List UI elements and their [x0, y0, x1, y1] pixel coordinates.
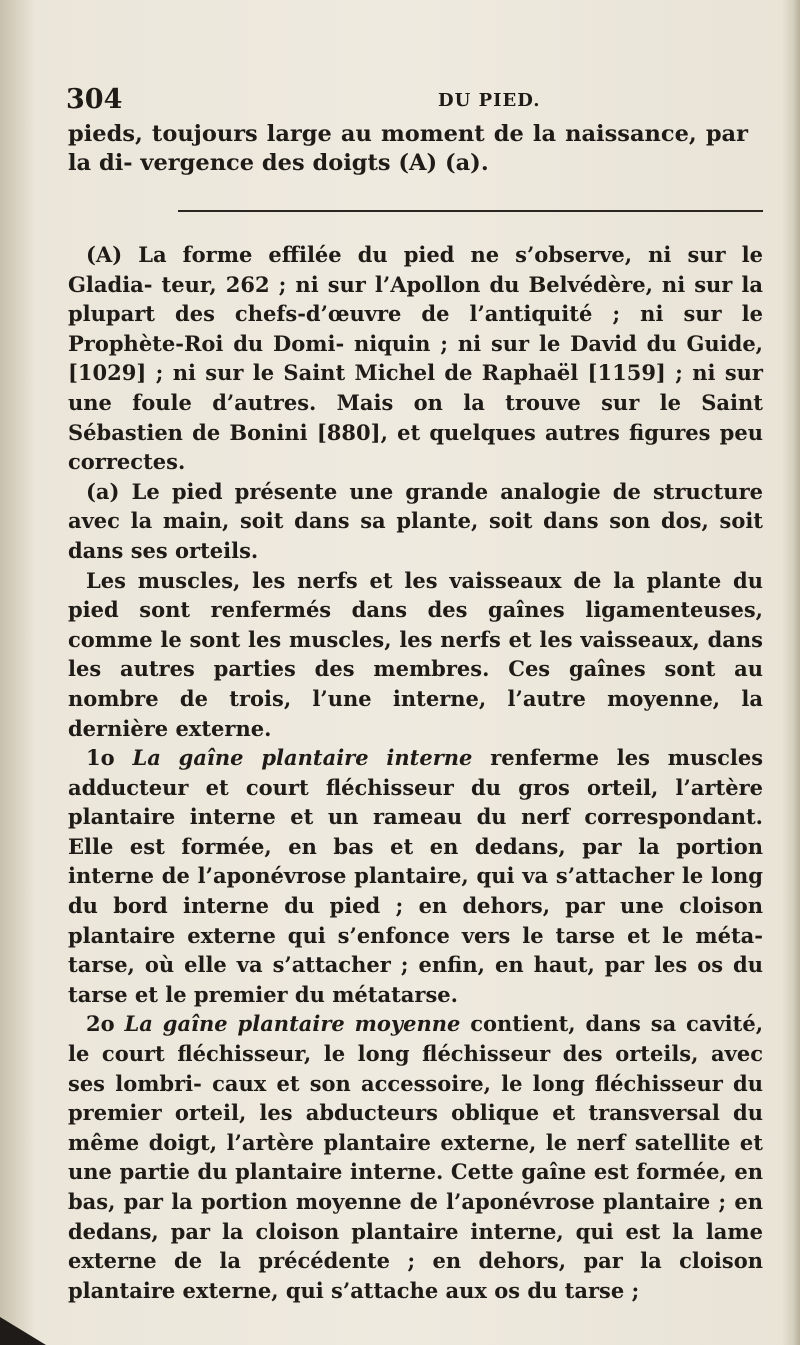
main-text: pieds, toujours large au moment de la naissance, par la di- vergence des doigts (A) (a). — [68, 121, 748, 176]
footnote-separator — [178, 210, 763, 212]
binding-shadow — [0, 0, 36, 1345]
note-a-inner-sheath — [68, 743, 763, 1009]
note-a-middle-text: contient, dans sa cavité, le court fléchisseur, le long fléchisseur des orteils, avec ses lombri- caux et son accessoire, le long fléchisseur du premier orteil, les abducteurs oblique et transversal du même doigt, l’artère plantaire externe, le nerf satellite et une partie du plantaire interne. Cette gaîne est formée, en bas, par la portion moyenne de l’aponévrose plantaire ; en dedans, par la cloison plantaire interne, qui est la lame externe de la précédente ; en dehors, par la cloison plantaire externe, qui s’attache aux os du tarse ; — [68, 1011, 764, 1303]
note-a-middle-number: 2o — [86, 1011, 115, 1037]
page-corner-mark — [0, 1317, 46, 1345]
note-a-sheaths: Les muscles, les nerfs et les vaisseaux de la plante du pied sont renfermés dans des gaînes ligamenteuses, comme le sont les muscles, les nerfs et les vaisseaux, dans les autres parties des membres. Ces gaînes sont au nombre de trois, l’une interne, l’autre moyenne, la dernière externe. — [68, 567, 763, 741]
running-head — [66, 84, 740, 114]
note-A: (A) La forme effilée du pied ne s’observe, ni sur le Gladia- teur, 262 ; ni sur l’Apollon du Belvédère, ni sur la plupart des chefs-d’œuvre de l’antiquité ; ni sur le Prophète-Roi du Domi- niquin ; ni sur le David du Guide, [1029] ; ni sur le Saint Michel de Raphaël [1159] ; ni sur une foule d’autres. Mais on la trouve sur le Saint Sébastien de Bonini [880], et quelques autres figures peu correctes. — [68, 242, 763, 475]
note-a-intro: (a) Le pied présente une grande analogie de structure avec la main, soit dans sa plante, soit dans son dos, soit dans ses orteils. — [68, 478, 763, 563]
footnotes — [68, 240, 763, 1305]
note-a-inner-number: 1o — [86, 745, 115, 771]
note-a-inner-term: La gaîne plantaire interne — [132, 745, 473, 771]
note-a-middle-term: La gaîne plantaire moyenne — [124, 1011, 461, 1037]
note-a-middle-sheath — [68, 1009, 763, 1305]
page-number: 304 — [66, 84, 123, 115]
note-a-inner-text: renferme les muscles adducteur et court fléchisseur du gros orteil, l’artère plantaire interne et un rameau du nerf correspondant. Elle est formée, en bas et en dedans, par la portion interne de l’aponévrose plantaire, qui va s’attacher le long du bord interne du pied ; en dehors, par une cloison plantaire externe qui s’enfonce vers le tarse et le méta- tarse, où elle va s’attacher ; enfin, en haut, par les os du tarse et le premier du métatarse. — [68, 745, 764, 1007]
page-edge-shadow — [782, 0, 800, 1345]
running-title: DU PIED. — [438, 90, 541, 111]
